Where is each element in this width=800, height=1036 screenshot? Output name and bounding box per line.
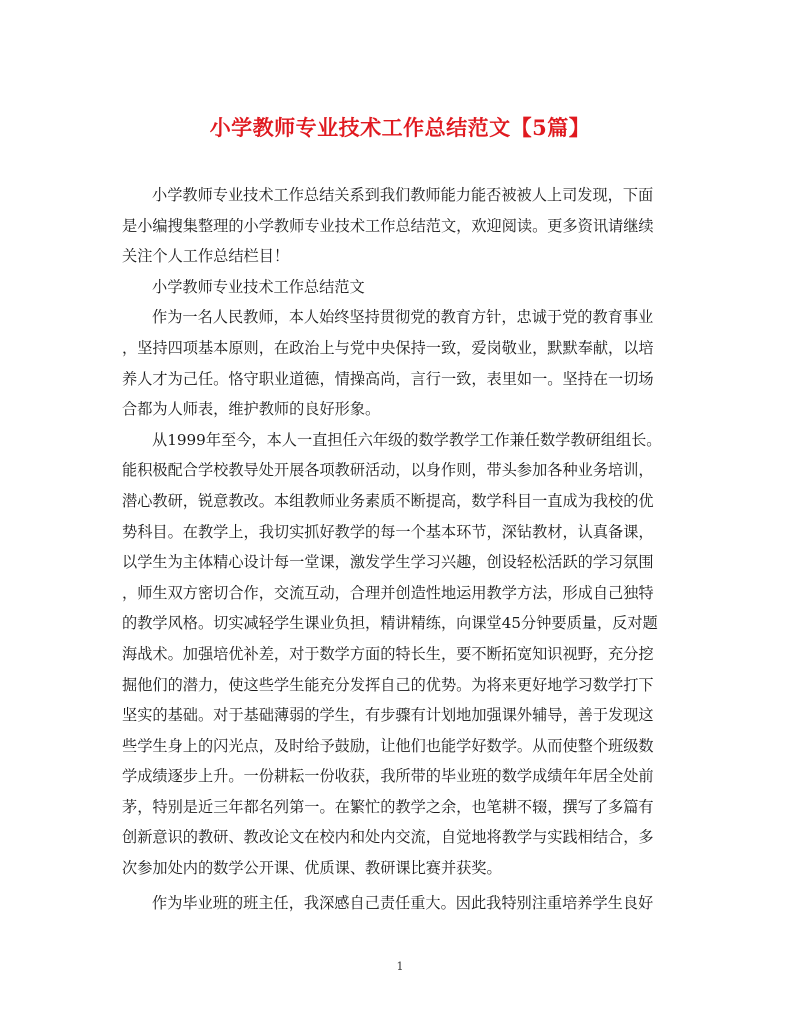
paragraph-intro [122, 180, 676, 272]
document-body [122, 180, 676, 918]
paragraph-line: 从1999年至今，本人一直担任六年级的数学教学工作兼任数学教研组组长。 [152, 430, 662, 449]
paragraph-line: 创新意识的教研、教改论文在校内和处内交流，自觉地将教学与实践相结合，多 [122, 828, 654, 847]
paragraph-line: 次参加处内的数学公开课、优质课、教研课比赛并获奖。 [122, 859, 502, 878]
paragraph-line: 小学教师专业技术工作总结关系到我们教师能力能否被被人上司发现，下面 [152, 186, 654, 204]
paragraph-line: 养人才为己任。恪守职业道德，情操高尚，言行一致，表里如一。坚持在一切场 [122, 369, 654, 388]
paragraph-teaching [122, 425, 676, 884]
paragraph-line: 势科目。在教学上，我切实抓好教学的每一个基本环节，深钻教材，认真备课， [122, 522, 654, 541]
paragraph-line: 合都为人师表，维护教师的良好形象。 [122, 400, 381, 419]
paragraph-line: 以学生为主体精心设计每一堂课，激发学生学习兴趣，创设轻松活跃的学习氛围 [122, 553, 654, 572]
paragraph-line: 学成绩逐步上升。一份耕耘一份收获，我所带的毕业班的数学成绩年年居全处前 [122, 767, 654, 786]
paragraph-line: 的教学风格。切实减轻学生课业负担，精讲精练，向课堂45分钟要质量，反对题 [122, 614, 658, 633]
paragraph-class-teacher [122, 888, 676, 919]
paragraph-line: 能积极配合学校教导处开展各项教研活动，以身作则，带头参加各种业务培训， [122, 461, 654, 480]
paragraph-line: ，坚持四项基本原则，在政治上与党中央保持一致，爱岗敬业，默默奉献，以培 [122, 338, 654, 357]
paragraph-role [122, 302, 676, 424]
paragraph-line: 坚实的基础。对于基础薄弱的学生，有步骤有计划地加强课外辅导，善于发现这 [122, 706, 654, 725]
paragraph-line: 潜心教研，锐意教改。本组教师业务素质不断提高，数学科目一直成为我校的优 [122, 491, 654, 510]
paragraph-line: 作为一名人民教师，本人始终坚持贯彻党的教育方针，忠诚于党的教育事业 [152, 308, 654, 327]
paragraph-subheading [122, 272, 676, 303]
paragraph-line: 关注个人工作总结栏目！ [122, 247, 290, 266]
paragraph-line: 小学教师专业技术工作总结范文 [152, 277, 365, 296]
paragraph-line: 是小编搜集整理的小学教师专业技术工作总结范文，欢迎阅读。更多资讯请继续 [122, 216, 654, 235]
paragraph-line: ，师生双方密切合作，交流互动，合理并创造性地运用教学方法，形成自己独特 [122, 583, 654, 602]
paragraph-line: 茅，特别是近三年都名列第一。在繁忙的教学之余，也笔耕不辍，撰写了多篇有 [122, 797, 654, 816]
paragraph-line: 掘他们的潜力，使这些学生能充分发挥自己的优势。为将来更好地学习数学打下 [122, 675, 654, 694]
document-title: 小学教师专业技术工作总结范文【5篇】 [209, 115, 591, 140]
paragraph-line: 海战术。加强培优补差，对于数学方面的特长生，要不断拓宽知识视野，充分挖 [122, 644, 654, 663]
page-number: 1 [396, 960, 404, 973]
paragraph-line: 作为毕业班的班主任，我深感自己责任重大。因此我特别注重培养学生良好 [152, 893, 654, 912]
paragraph-line: 些学生身上的闪光点，及时给予鼓励，让他们也能学好数学。从而使整个班级数 [122, 736, 654, 755]
